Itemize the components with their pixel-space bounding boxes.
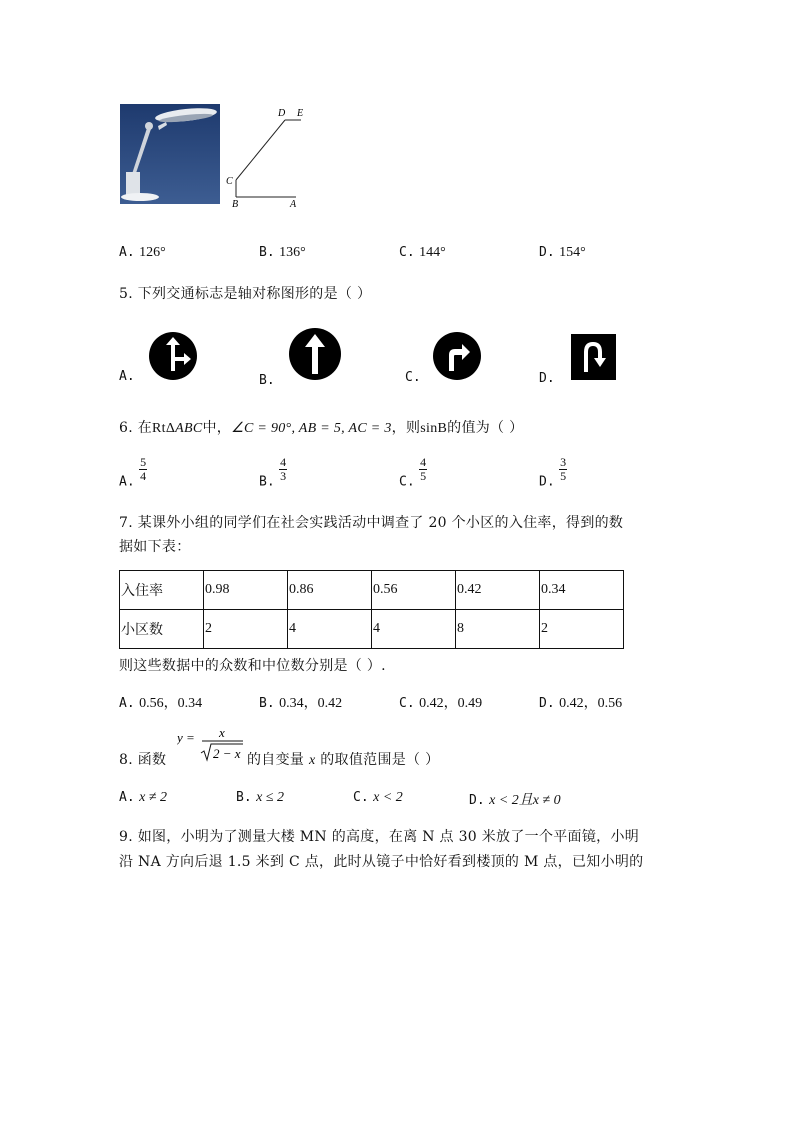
q7-option-c[interactable]: C. 0.42，0.49 xyxy=(399,696,483,711)
q5-stem: 5. 下列交通标志是轴对称图形的是（ ） xyxy=(119,286,372,302)
table-cell: 小区数 xyxy=(120,610,204,649)
q7-option-a[interactable]: A. 0.56，0.34 xyxy=(119,696,203,711)
formula-y: y = xyxy=(177,730,195,745)
q7-option-b[interactable]: B. 0.34，0.42 xyxy=(259,696,343,711)
sign-left-turn-icon[interactable] xyxy=(148,331,198,381)
table-row xyxy=(120,610,624,649)
q5-option-b-label[interactable]: B. xyxy=(259,373,275,388)
q6-option-a[interactable]: A. $\frac{5}{4}$ xyxy=(119,455,147,490)
q5-option-d-label[interactable]: D. xyxy=(539,371,555,386)
q8-option-a[interactable]: A. x ≠ 2 xyxy=(119,790,168,805)
fraction: $\frac{4}{5}$ xyxy=(420,455,427,483)
sign-right-turn-icon[interactable] xyxy=(432,331,482,381)
formula-denominator: 2 − x xyxy=(213,746,241,761)
q7-question: 则这些数据中的众数和中位数分别是（ ）. xyxy=(119,658,386,674)
lamp-photo xyxy=(120,104,220,204)
fraction: $\frac{4}{3}$ xyxy=(280,455,287,483)
table-cell: 4 xyxy=(288,610,372,649)
q8-option-b[interactable]: B. x ≤ 2 xyxy=(236,790,285,805)
table-cell: 0.34 xyxy=(540,571,624,610)
label-d: D xyxy=(278,108,286,119)
q4-option-d[interactable]: D. 154° xyxy=(539,245,586,260)
table-row xyxy=(120,571,624,610)
q8-num: 8. 函数 xyxy=(119,752,167,768)
q6-option-c[interactable]: C. $\frac{4}{5}$ xyxy=(399,455,427,490)
q8-option-d[interactable]: D. x < 2且x ≠ 0 xyxy=(469,793,561,808)
table-cell: 0.42 xyxy=(456,571,540,610)
table-cell: 2 xyxy=(540,610,624,649)
table-cell: 4 xyxy=(372,610,456,649)
q5-option-c-label[interactable]: C. xyxy=(405,370,421,385)
q7-data-table xyxy=(119,570,624,649)
label-c: C xyxy=(226,176,233,187)
q6-option-d[interactable]: D. $\frac{3}{5}$ xyxy=(539,455,567,490)
angle-diagram xyxy=(225,104,315,209)
q7-option-d[interactable]: D. 0.42，0.56 xyxy=(539,696,623,711)
table-cell: 8 xyxy=(456,610,540,649)
q4-option-c[interactable]: C. 144° xyxy=(399,245,446,260)
sign-straight-arrow-icon[interactable] xyxy=(288,327,342,381)
q5-option-a-label[interactable]: A. xyxy=(119,369,135,384)
sign-u-turn-icon[interactable] xyxy=(571,334,616,380)
formula-numerator: x xyxy=(219,727,225,740)
table-cell: 入住率 xyxy=(120,571,204,610)
table-cell: 0.56 xyxy=(372,571,456,610)
fraction: $\frac{3}{5}$ xyxy=(560,455,567,483)
label-e: E xyxy=(297,108,304,119)
fraction: $\frac{5}{4}$ xyxy=(140,455,147,483)
q7-stem-line1: 7. 某课外小组的同学们在社会实践活动中调查了 20 个小区的入住率，得到的数 xyxy=(119,515,624,531)
table-cell: 0.98 xyxy=(204,571,288,610)
q6-option-b[interactable]: B. $\frac{4}{3}$ xyxy=(259,455,287,490)
label-a: A xyxy=(290,199,297,209)
q7-stem-line2: 据如下表： xyxy=(119,539,191,555)
q4-option-b[interactable]: B. 136° xyxy=(259,245,306,260)
q8-stem-tail: 的自变量 x 的取值范围是（ ） xyxy=(247,752,440,768)
q9-stem-line2: 沿 NA 方向后退 1.5 米到 C 点，此时从镜子中恰好看到楼顶的 M 点，已知小明的 xyxy=(119,854,644,870)
q8-function-formula xyxy=(177,727,247,771)
q6-stem: 6. 在RtΔABC中，∠C = 90°, AB = 5, AC = 3，则sinB的值为（ ） xyxy=(119,420,524,436)
q9-stem-line1: 9. 如图，小明为了测量大楼 MN 的高度，在离 N 点 30 米放了一个平面镜，小明 xyxy=(119,829,640,845)
table-cell: 2 xyxy=(204,610,288,649)
q8-option-c[interactable]: C. x < 2 xyxy=(353,790,403,805)
table-cell: 0.86 xyxy=(288,571,372,610)
q4-option-a[interactable]: A. 126° xyxy=(119,245,166,260)
label-b: B xyxy=(232,199,239,209)
